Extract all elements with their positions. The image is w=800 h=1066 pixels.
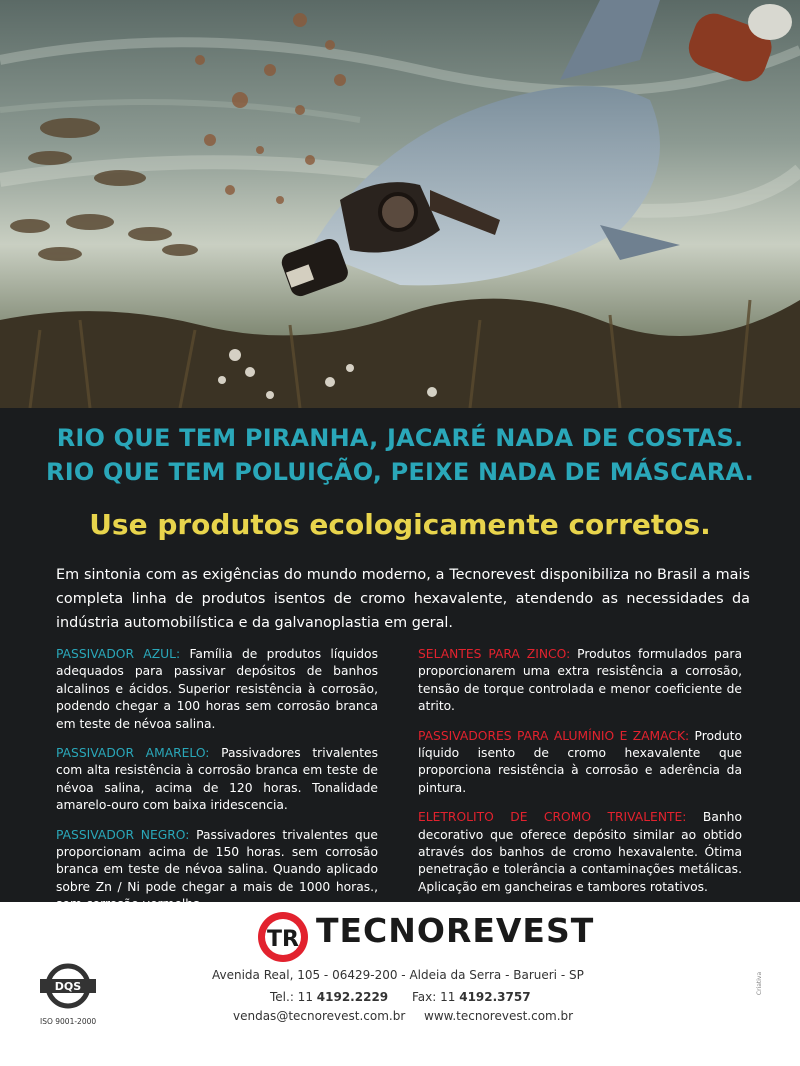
product-title: SELANTES PARA ZINCO: (418, 647, 571, 661)
product-block (56, 646, 378, 733)
product-description: Passivadores trivalentes que proporcionam acima de 150 horas. sem corrosão branca em teste de névoa salina. Quando aplicado sobre Zn / Ni pode chegar a mais de 1000 horas., (56, 827, 378, 894)
email-link[interactable]: vendas@tecnorevest.com.br (233, 1009, 406, 1023)
product-description: Família de produtos líquidos adequados para passivar depósitos de banhos alcalinos e ácidos. Superior resistência à corrosão, podendo chegar a 100 horas sem corrosão branca em teste de névoa salina. (56, 647, 378, 731)
product-block (418, 809, 742, 896)
brand-name: TECNOREVEST (316, 911, 595, 950)
product-block (418, 728, 742, 798)
agency-credit: Criativa (756, 971, 764, 996)
headline-line-2: RIO QUE TEM POLUIÇÃO, PEIXE NADA DE MÁSCARA. (46, 458, 754, 486)
product-title: PASSIVADOR NEGRO: (56, 827, 190, 842)
dqs-certification-seal-icon (40, 960, 96, 1014)
phone-label: Tel.: 11 (270, 990, 313, 1004)
fax-label: Fax: 11 (412, 990, 456, 1004)
products-right-column (418, 646, 742, 908)
slogan: Use produtos ecologicamente corretos. (89, 508, 711, 541)
fax (412, 990, 531, 1004)
products-left-column (56, 646, 378, 926)
iso-label: ISO 9001-2000 (40, 1017, 97, 1026)
headline-line-1: RIO QUE TEM PIRANHA, JACARÉ NADA DE COSTAS. (56, 424, 744, 452)
tecnorevest-logo-icon (256, 910, 310, 964)
product-block (56, 745, 378, 815)
logo-mark: TR (267, 927, 299, 952)
phone-number: 4192.2229 (316, 990, 389, 1004)
intro-paragraph: Em sintonia com as exigências do mundo moderno, a Tecnorevest disponibiliza no Brasil a mais completa linha de produtos isentos de cromo hexavalente, atendendo as necessidades da indústria automobilística e da galvanoplastia em geral. (56, 567, 750, 631)
product-description: Passivadores trivalentes com alta resistência à corrosão branca em teste de névoa salina, acima de 120 horas. Tonalidade amarelo-ouro com baixa iridescencia. (56, 746, 378, 813)
product-title: PASSIVADORES PARA ALUMÍNIO E ZAMACK: (418, 728, 690, 743)
phone (270, 990, 388, 1004)
product-title: PASSIVADOR AZUL: (56, 647, 181, 661)
website-link[interactable]: www.tecnorevest.com.br (424, 1009, 574, 1023)
product-description: Produtos formulados para proporcionarem uma extra resistência a corrosão, tensão de torque controlada e menor coeficiente de atrito. (418, 647, 742, 714)
product-block (56, 827, 378, 914)
product-block (418, 646, 742, 716)
product-title: ELETROLITO DE CROMO TRIVALENTE: (418, 810, 687, 825)
fax-number: 4192.3757 (459, 990, 531, 1004)
product-title: PASSIVADOR AMARELO: (56, 746, 210, 761)
product-description: Produto líquido isento de cromo hexavalente que proporciona resistência à corrosão e aderência da pintura. (418, 728, 742, 795)
product-description: Banho decorativo que oferece depósito similar ao obtido através dos banhos de cromo hexavalente. Ótima penetração e tolerância a contaminações metálicas. Aplicação em gancheiras e tambores rotativos. (418, 810, 742, 894)
company-address: Avenida Real, 105 - 06429-200 - Aldeia da Serra - Barueri - SP (212, 968, 584, 982)
seal-text: DQS (54, 980, 82, 993)
polluted-river-illustration (0, 0, 800, 408)
